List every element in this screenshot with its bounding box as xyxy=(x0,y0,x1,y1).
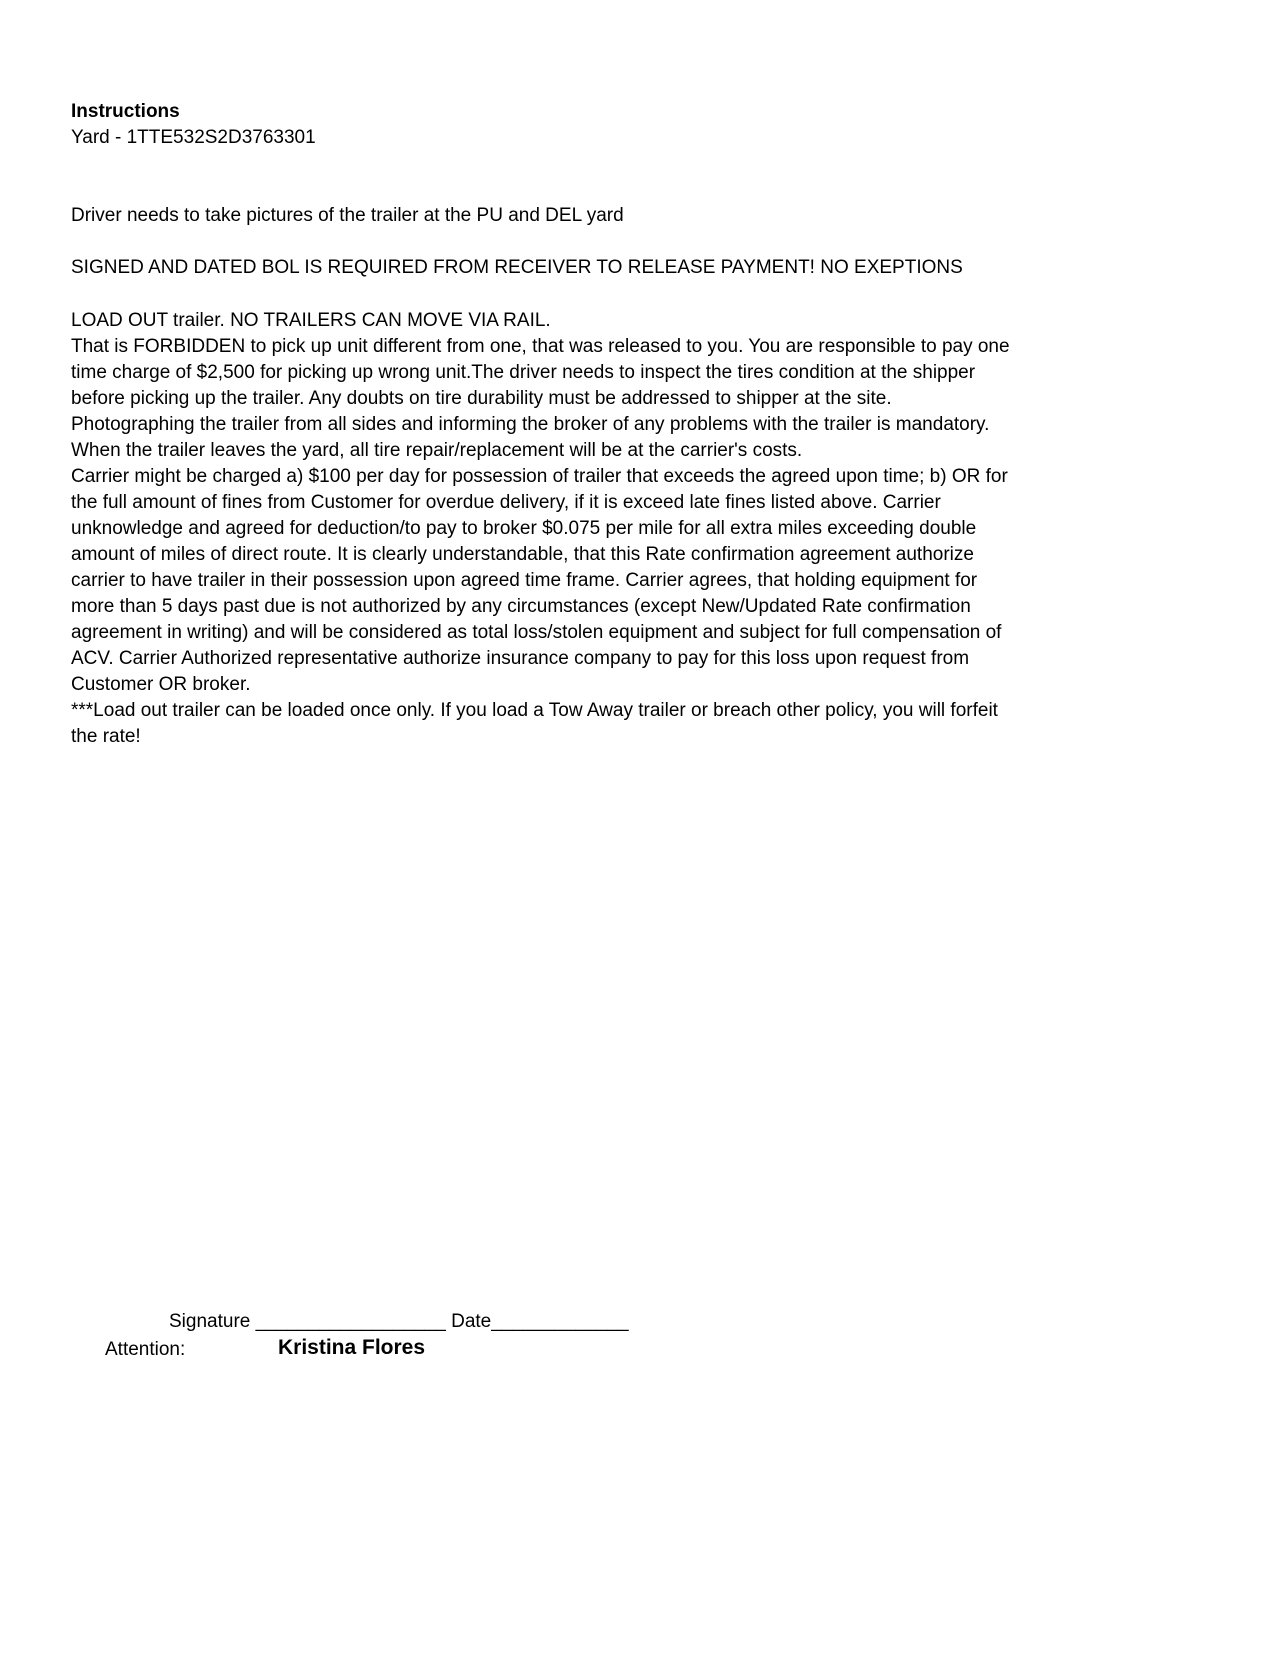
attention-name: Kristina Flores xyxy=(278,1336,426,1359)
policy-line: more than 5 days past due is not authorized by any circumstances (except New/Updated Rate confirmation xyxy=(71,596,971,617)
policy-text xyxy=(71,308,1191,750)
document-title: Instructions xyxy=(71,101,180,122)
policy-line: When the trailer leaves the yard, all tire repair/replacement will be at the carrier's costs. xyxy=(71,440,803,461)
policy-line: ***Load out trailer can be loaded once only. If you load a Tow Away trailer or breach other policy, you will forfeit xyxy=(71,700,998,721)
attention-label: Attention: xyxy=(105,1339,186,1360)
policy-line: ACV. Carrier Authorized representative authorize insurance company to pay for this loss upon request from xyxy=(71,648,970,669)
policy-line: That is FORBIDDEN to pick up unit different from one, that was released to you. You are responsible to pay one xyxy=(71,336,1010,357)
policy-line: Customer OR broker. xyxy=(71,674,251,695)
policy-line: unknowledge and agreed for deduction/to pay to broker $0.075 per mile for all extra miles exceeding double xyxy=(71,518,977,539)
policy-line: LOAD OUT trailer. NO TRAILERS CAN MOVE VIA RAIL. xyxy=(71,310,551,331)
policy-line: before picking up the trailer. Any doubts on tire durability must be addressed to shipper at the site. xyxy=(71,388,892,409)
yard-line: Yard - 1TTE532S2D3763301 xyxy=(71,127,316,148)
policy-line: Photographing the trailer from all sides and informing the broker of any problems with the trailer is mandatory. xyxy=(71,414,990,435)
driver-note: Driver needs to take pictures of the trailer at the PU and DEL yard xyxy=(71,205,624,226)
policy-line: amount of miles of direct route. It is clearly understandable, that this Rate confirmation agreement authorize xyxy=(71,544,974,565)
policy-line: carrier to have trailer in their possession upon agreed time frame. Carrier agrees, that holding equipment for xyxy=(71,570,978,591)
signature-date-line: Signature __________________ Date_____________ xyxy=(169,1311,629,1332)
policy-line: time charge of $2,500 for picking up wrong unit.The driver needs to inspect the tires condition at the shipper xyxy=(71,362,976,383)
policy-line: the full amount of fines from Customer for overdue delivery, if it is exceed late fines listed above. Carrier xyxy=(71,492,941,513)
bol-requirement-note: SIGNED AND DATED BOL IS REQUIRED FROM RECEIVER TO RELEASE PAYMENT! NO EXEPTIONS xyxy=(71,257,963,278)
policy-line: agreement in writing) and will be considered as total loss/stolen equipment and subject for full compensation of xyxy=(71,622,1002,643)
policy-line: Carrier might be charged a) $100 per day for possession of trailer that exceeds the agreed upon time; b) OR for xyxy=(71,466,1008,487)
policy-line: the rate! xyxy=(71,726,141,747)
